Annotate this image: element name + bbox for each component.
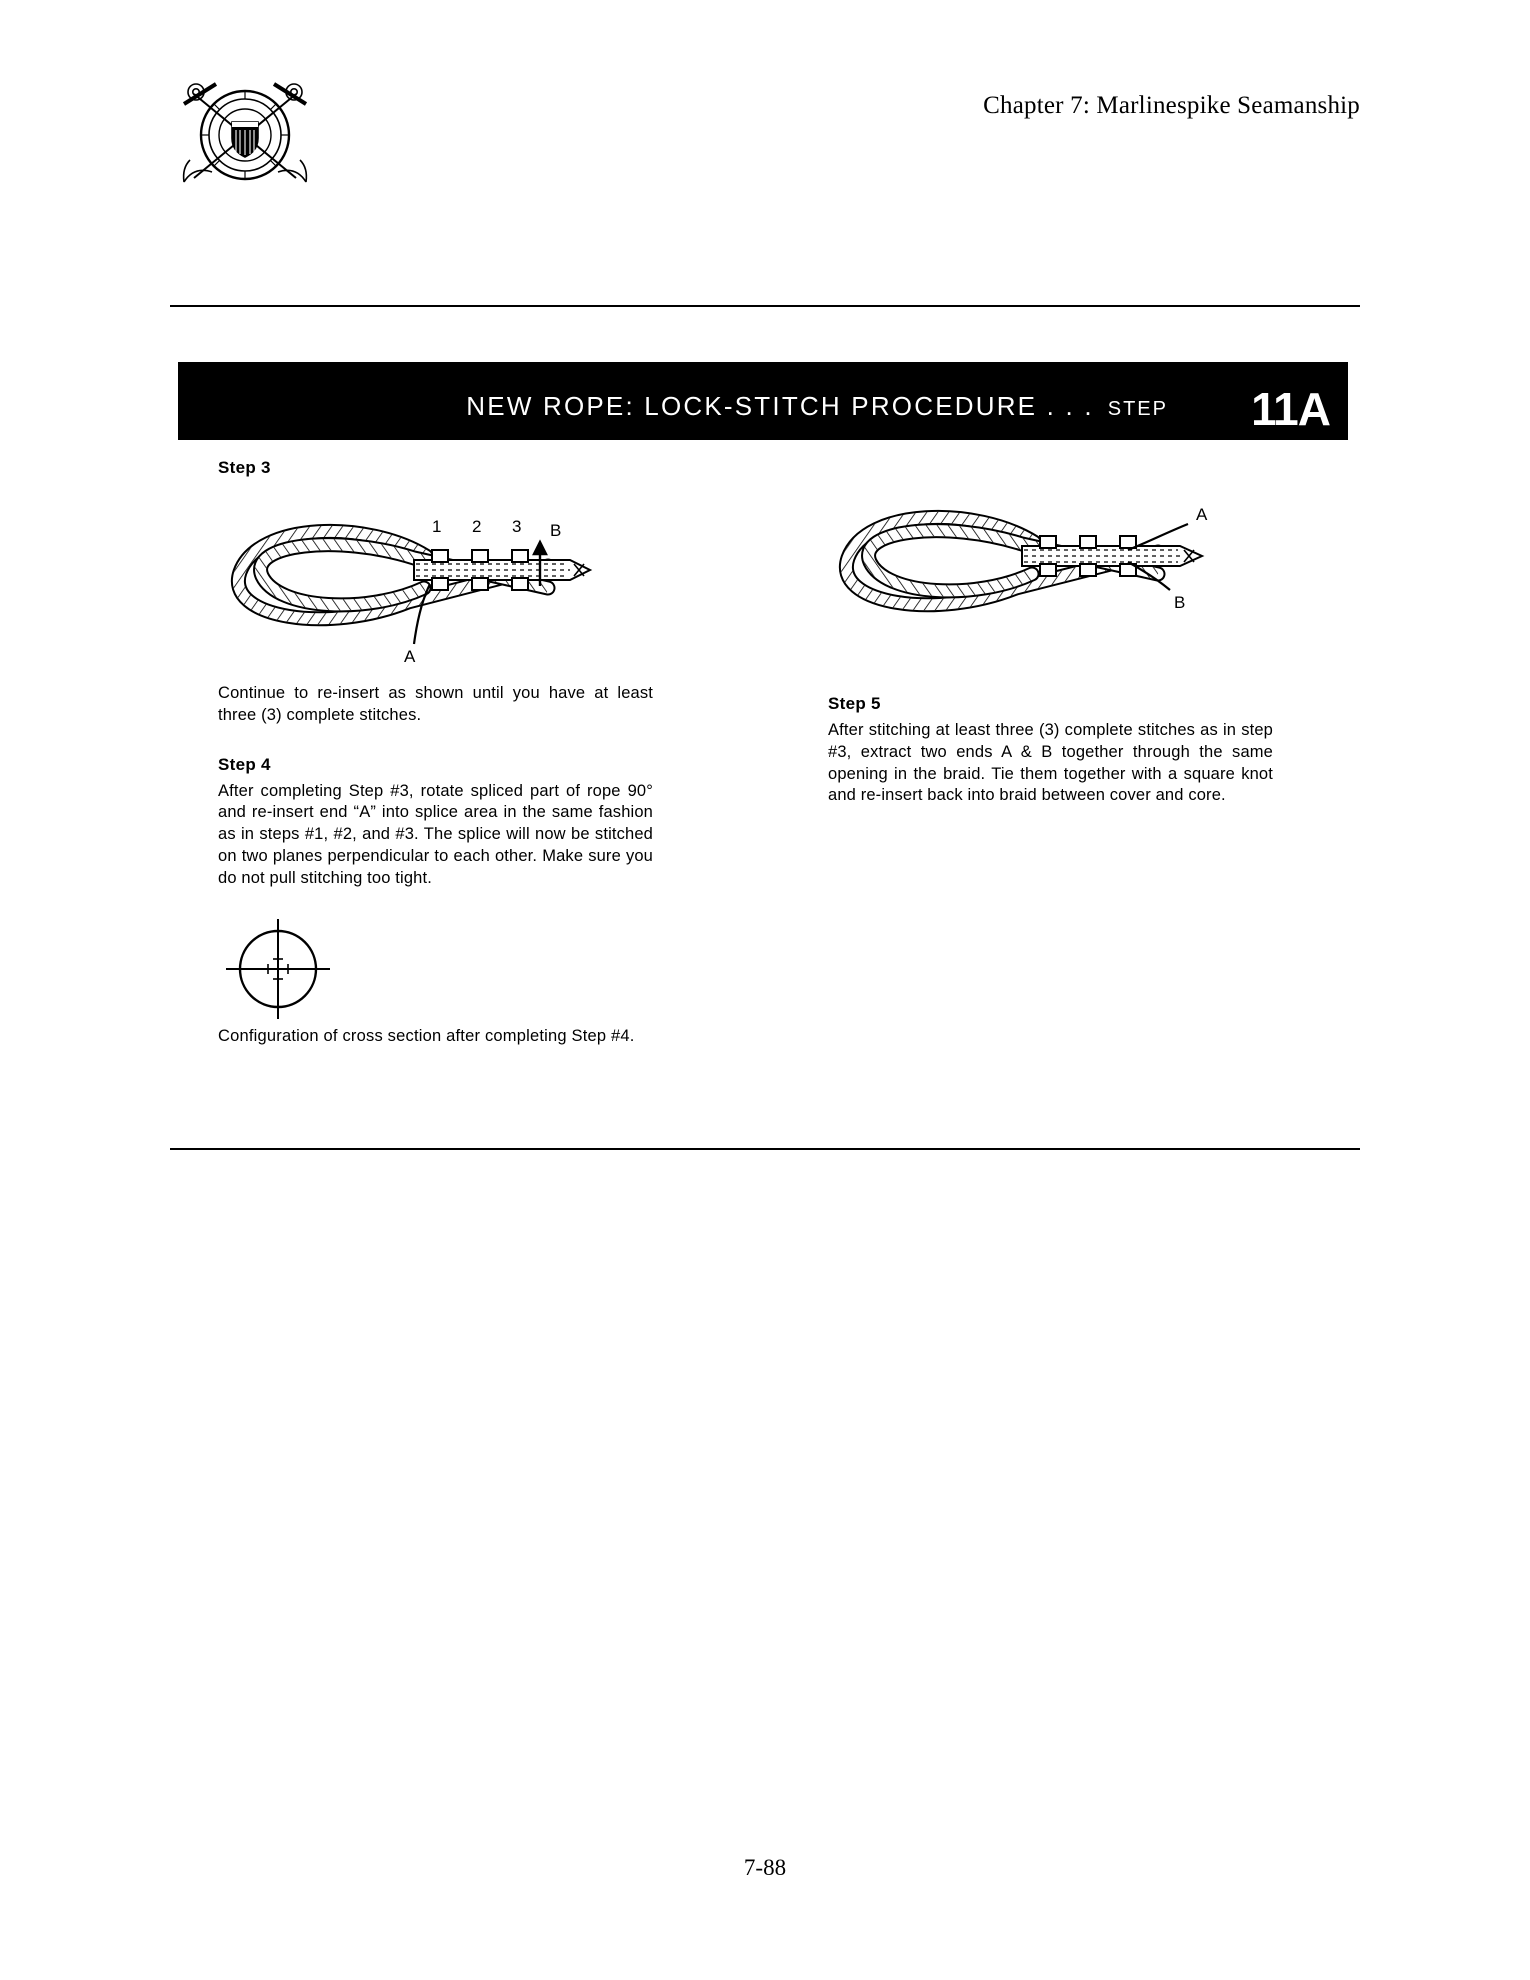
step3-text: Continue to re-insert as shown until you have at least three (3) complete stitches. [218, 684, 653, 724]
banner-title: NEW ROPE: LOCK-STITCH PROCEDURE . . . [466, 391, 1094, 421]
end-label-b: B [550, 521, 562, 540]
us-coast-guard-seal-icon [170, 70, 320, 200]
banner-step-number: 11A [1251, 383, 1330, 435]
footer-divider [170, 1148, 1360, 1150]
cross-section-caption: Configuration of cross section after completing Step #4. [218, 1027, 635, 1046]
page-header [170, 70, 1360, 200]
end-label-a: A [404, 647, 416, 666]
end-label-a: A [1196, 505, 1208, 524]
figure-body [178, 440, 1348, 1180]
step5-diagram [828, 480, 1273, 680]
step5-text: After stitching at least three (3) complete stitches as in step #3, extract two ends A & B together through the same opening in the braid. Tie them together with a square knot and re-insert back into braid between cover and core. [828, 721, 1273, 805]
header-divider [170, 305, 1360, 307]
step4-heading: Step 4 [218, 754, 271, 774]
right-column [828, 458, 1273, 807]
figure-banner [178, 362, 1348, 440]
chapter-title: Chapter 7: Marlinespike Seamanship [983, 92, 1360, 119]
step4-text: After completing Step #3, rotate spliced part of rope 90° and re-insert end “A” into splice area in the same fashion as in steps #1, #2, and #3. The splice will now be stitched on two planes perpendicular to each other. Make sure you do not pull stitching too tight. [218, 781, 653, 887]
end-label-b: B [1174, 593, 1186, 612]
step5-heading: Step 5 [828, 694, 881, 713]
stitch-label-1: 1 [432, 517, 442, 536]
page-number: 7-88 [743, 1855, 787, 1880]
banner-step-label: STEP [1107, 398, 1168, 420]
figure-block [178, 362, 1348, 1180]
step3-diagram [218, 484, 653, 689]
stitch-label-3: 3 [512, 517, 522, 536]
left-column [218, 458, 653, 1046]
cross-section-diagram [218, 919, 653, 1029]
step3-heading: Step 3 [218, 458, 271, 477]
stitch-label-2: 2 [472, 517, 482, 536]
